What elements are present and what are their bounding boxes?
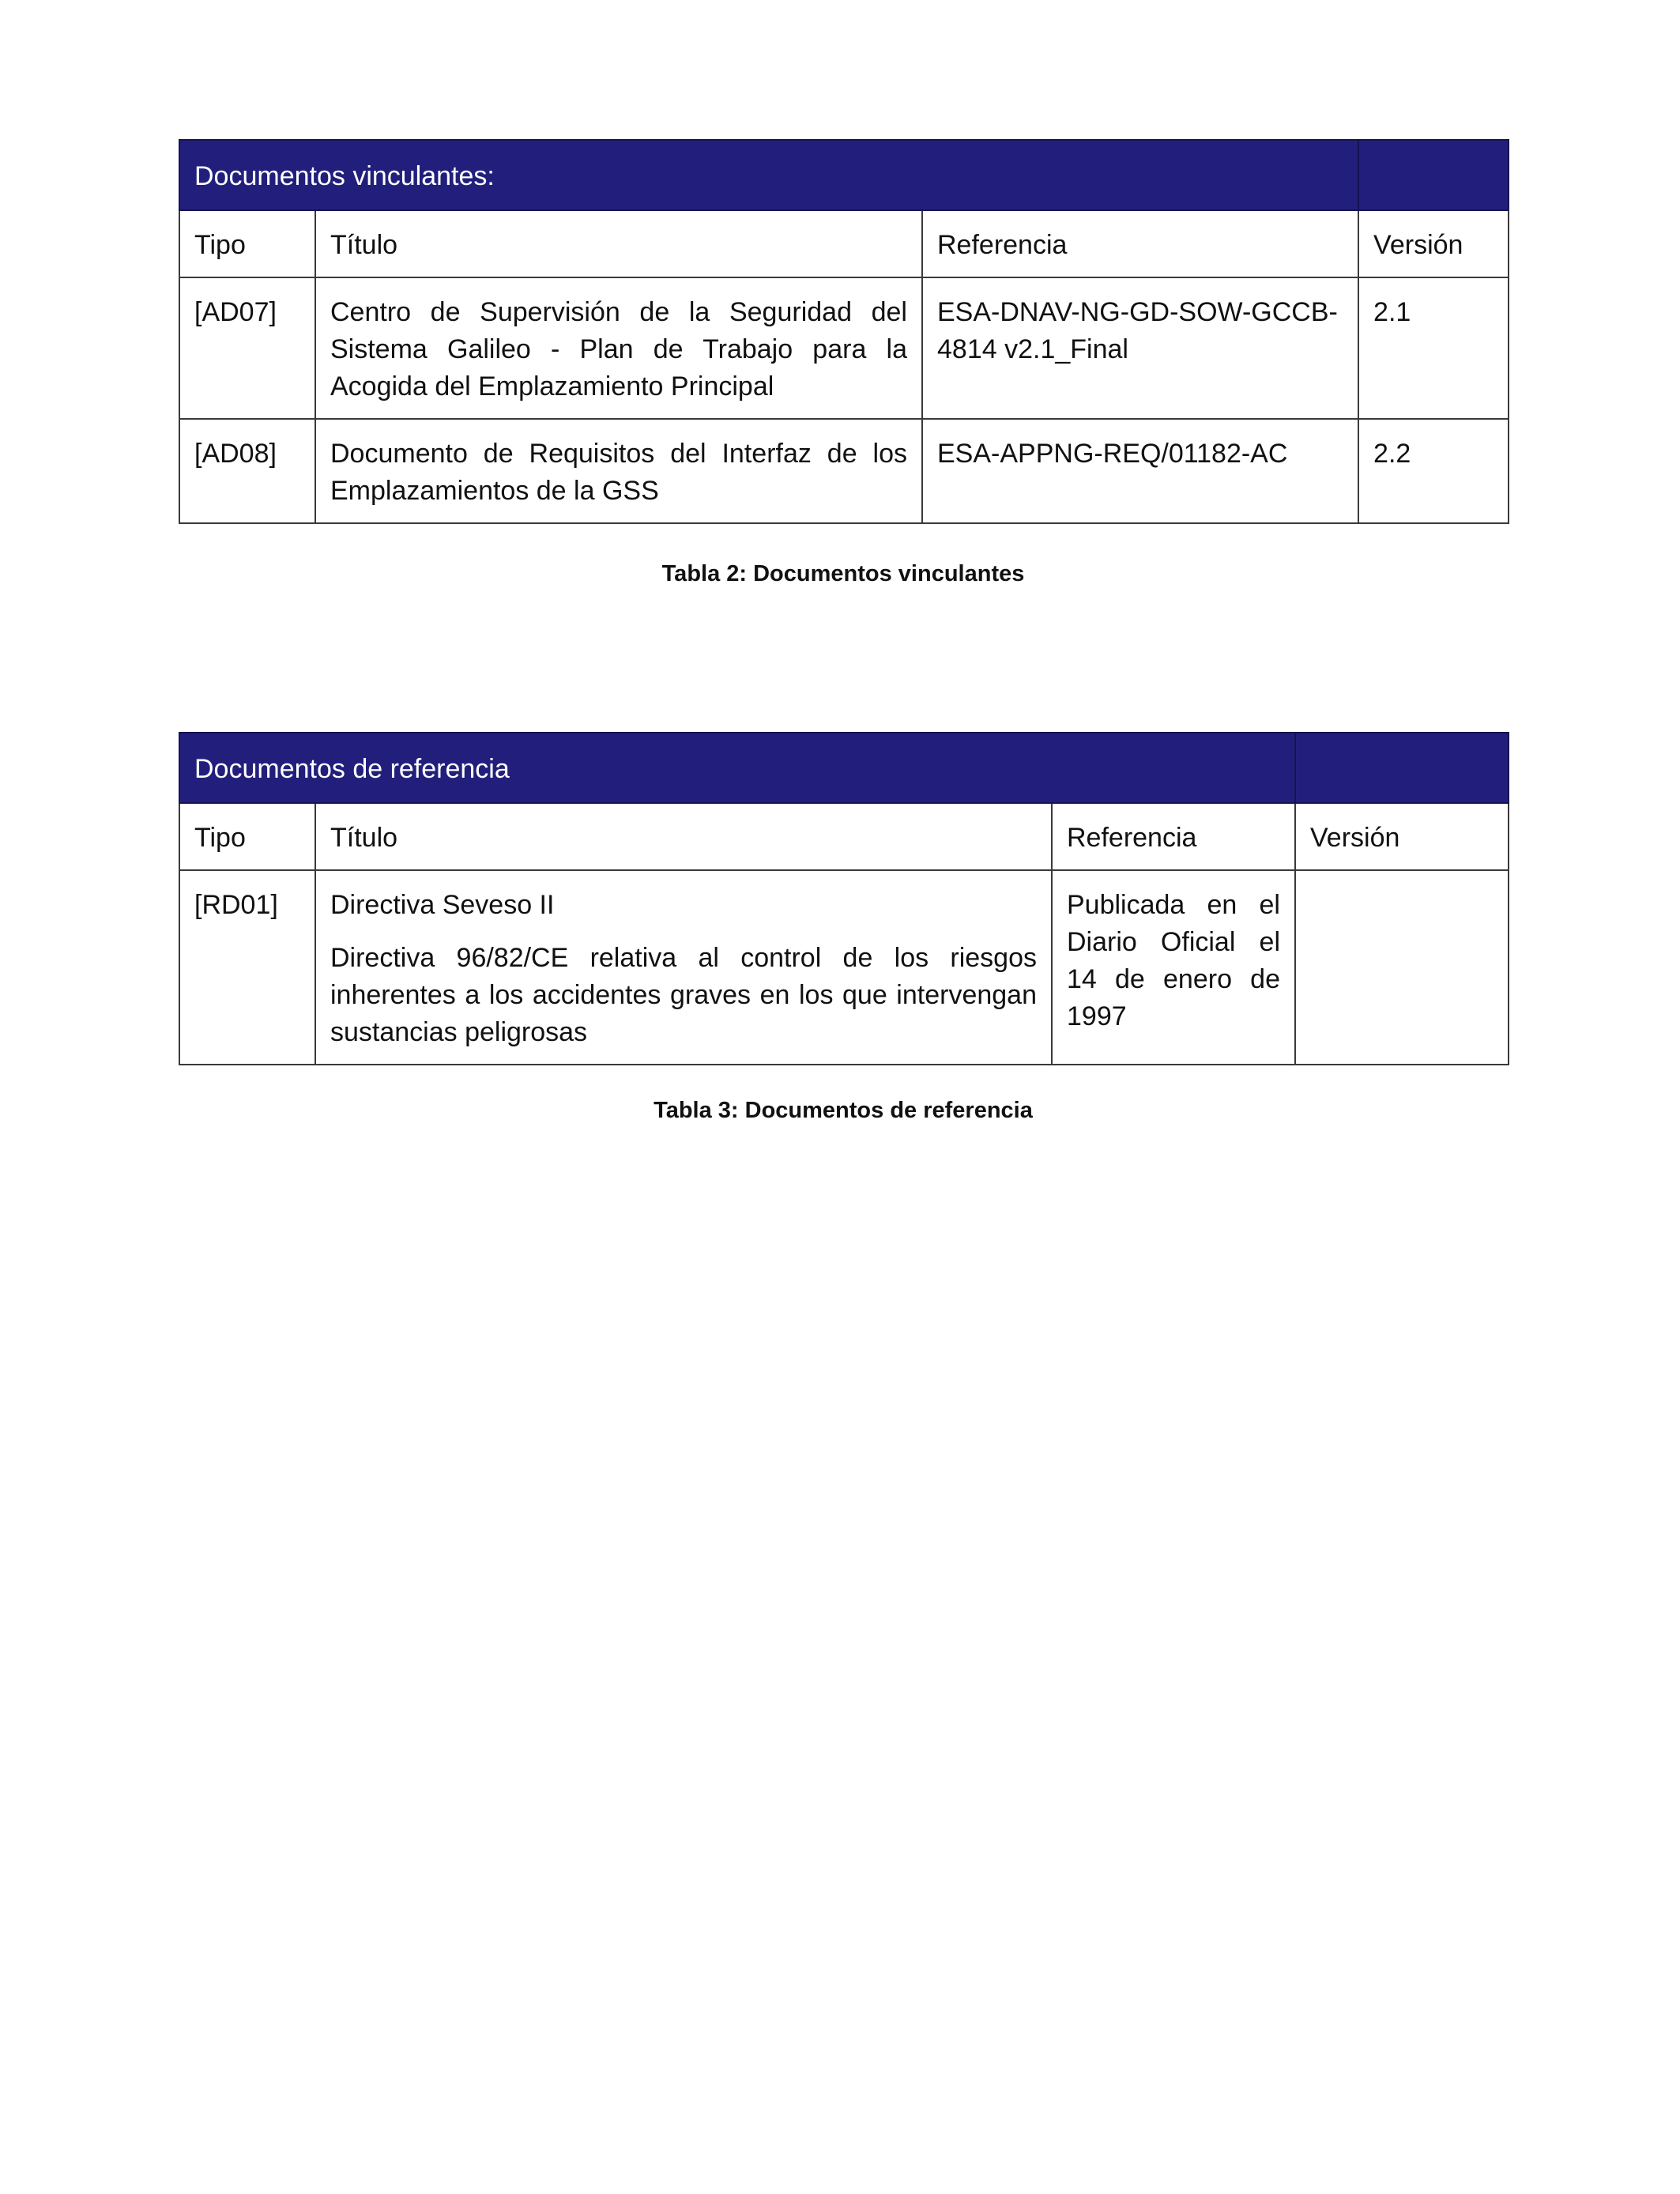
column-header-version: Versión <box>1295 803 1509 870</box>
row-tipo: [AD08] <box>179 419 315 523</box>
row-titulo <box>315 870 1052 1065</box>
column-header-titulo: Título <box>315 803 1052 870</box>
table-row <box>179 277 1509 419</box>
table-row <box>179 870 1509 1065</box>
row-version <box>1295 870 1509 1065</box>
column-header-version: Versión <box>1358 210 1509 277</box>
row-referencia: ESA-DNAV-NG-GD-SOW-GCCB-4814 v2.1_Final <box>922 277 1358 419</box>
reference-table-header-row <box>179 733 1509 803</box>
reference-table-title: Documentos de referencia <box>179 733 1295 803</box>
binding-table-title: Documentos vinculantes: <box>179 140 1358 210</box>
row-referencia: ESA-APPNG-REQ/01182-AC <box>922 419 1358 523</box>
binding-table-column-header-row <box>179 210 1509 277</box>
binding-documents-table <box>179 139 1509 524</box>
table-row <box>179 419 1509 523</box>
column-header-referencia: Referencia <box>922 210 1358 277</box>
binding-table-header-blank-cell <box>1358 140 1509 210</box>
reference-table-header-blank-cell <box>1295 733 1509 803</box>
reference-table-caption: Tabla 3: Documentos de referencia <box>654 1098 1033 1123</box>
row-titulo-name: Directiva Seveso II <box>330 890 555 920</box>
binding-table-header-row <box>179 140 1509 210</box>
column-header-referencia: Referencia <box>1052 803 1295 870</box>
row-titulo: Documento de Requisitos del Interfaz de los Emplazamientos de la GSS <box>315 419 922 523</box>
row-tipo: [RD01] <box>179 870 315 1065</box>
row-version: 2.2 <box>1358 419 1509 523</box>
reference-documents-table <box>179 732 1509 1065</box>
column-header-titulo: Título <box>315 210 922 277</box>
row-titulo-description: Directiva 96/82/CE relativa al control de los riesgos inherentes a los accidentes graves en los que intervengan sustancias peligrosas <box>330 943 1037 1047</box>
row-referencia: Publicada en el Diario Oficial el 14 de enero de 1997 <box>1052 870 1295 1065</box>
row-version: 2.1 <box>1358 277 1509 419</box>
column-header-tipo: Tipo <box>179 803 315 870</box>
column-header-tipo: Tipo <box>179 210 315 277</box>
binding-table-caption: Tabla 2: Documentos vinculantes <box>661 561 1025 586</box>
row-tipo: [AD07] <box>179 277 315 419</box>
row-titulo: Centro de Supervisión de la Seguridad del Sistema Galileo - Plan de Trabajo para la Acogida del Emplazamiento Principal <box>315 277 922 419</box>
reference-table-column-header-row <box>179 803 1509 870</box>
